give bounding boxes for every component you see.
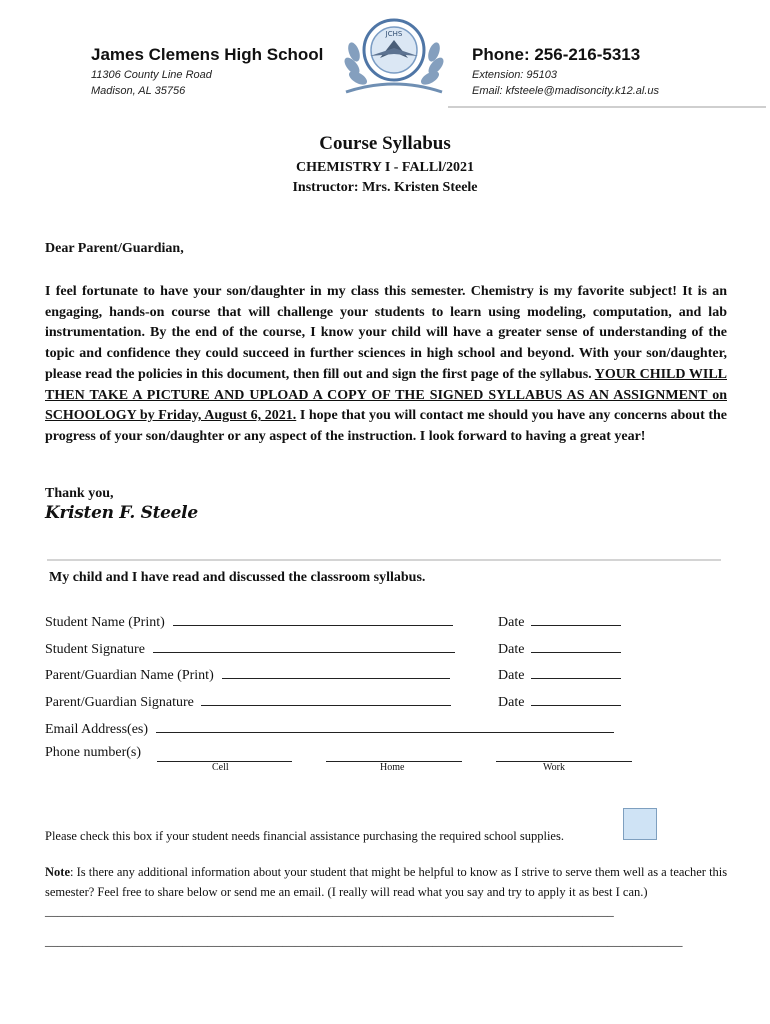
note-text: : Is there any additional information about your student that might be helpful to know as I strive to serve them well as a teacher this semester? Feel free to share below or send me an email. (I really will read what you say and try to apply it as best I can.) <box>45 865 728 899</box>
note-answer-line-1[interactable]: ___________________________________________________________________________________________ <box>45 904 614 918</box>
section-divider <box>47 559 721 561</box>
student-name-label: Student Name (Print) <box>45 615 165 630</box>
parent-signature-date-row <box>498 691 621 711</box>
student-signature-label: Student Signature <box>45 642 145 657</box>
student-name-date-field[interactable] <box>531 611 621 626</box>
parent-signature-date-field[interactable] <box>531 691 621 706</box>
header-divider <box>448 106 766 108</box>
student-signature-field[interactable] <box>153 638 455 653</box>
letter-body <box>45 282 727 448</box>
school-address-line1: 11306 County Line Road <box>91 69 212 81</box>
phone-number: Phone: 256-216-5313 <box>472 45 641 64</box>
home-label: Home <box>380 762 405 773</box>
work-label: Work <box>543 762 565 773</box>
date-label: Date <box>498 668 525 683</box>
acknowledgement-statement: My child and I have read and discussed the classroom syllabus. <box>49 570 426 585</box>
financial-assistance-checkbox[interactable] <box>623 808 657 840</box>
parent-signature-label: Parent/Guardian Signature <box>45 695 194 710</box>
parent-name-label: Parent/Guardian Name (Print) <box>45 668 214 683</box>
contact-email: Email: kfsteele@madisoncity.k12.al.us <box>472 85 660 97</box>
letter-body-intro: I feel fortunate to have your son/daughter in my class this semester. Chemistry is my favorite subject! It is an engaging, hands-on course that will challenge your students to learn using modeling, computation, and lab instrumentation. By the end of the course, I know your child will have a greater sense of understanding of the topic and confidence they could succeed in further sciences in high school and beyond. With your son/daughter, please read the policies in this document, then fill out and sign the first page of the syllabus. <box>45 284 727 382</box>
email-label: Email Address(es) <box>45 722 149 737</box>
page-title: Course Syllabus <box>319 133 451 154</box>
instructor-name: Instructor: Mrs. Kristen Steele <box>292 180 478 195</box>
school-address-line2: Madison, AL 35756 <box>91 85 186 97</box>
school-name: James Clemens High School <box>91 45 324 64</box>
phone-cell-field[interactable] <box>157 747 292 762</box>
phone-home-field[interactable] <box>326 747 462 762</box>
cell-label: Cell <box>212 762 229 773</box>
parent-name-row <box>45 664 450 684</box>
phone-row <box>45 745 141 761</box>
note-label: Note <box>45 865 70 879</box>
logo-text: JCHS <box>385 30 403 38</box>
email-field[interactable] <box>156 718 614 733</box>
date-label: Date <box>498 615 525 630</box>
letter-body-outro: I hope that you will contact me should you have any concerns about the progress of your son/daughter or any aspect of the instruction. I look forward to having a great year! <box>45 408 727 444</box>
email-row <box>45 718 614 738</box>
letter-greeting: Dear Parent/Guardian, <box>45 241 184 256</box>
student-name-date-row <box>498 611 621 631</box>
note-section <box>45 863 729 922</box>
date-label: Date <box>498 695 525 710</box>
parent-name-date-field[interactable] <box>531 664 621 679</box>
student-signature-date-field[interactable] <box>531 638 621 653</box>
financial-assistance-text: Please check this box if your student needs financial assistance purchasing the required school supplies. <box>45 829 564 843</box>
phone-work-field[interactable] <box>496 747 632 762</box>
letter-closing: Thank you, <box>45 486 114 501</box>
note-answer-line-2[interactable]: ______________________________________________________________________________________________________ <box>45 934 683 948</box>
course-name: CHEMISTRY I - FALLl/2021 <box>295 160 475 175</box>
upload-instruction: YOUR CHILD WILL THEN TAKE A PICTURE AND UPLOAD A COPY OF THE SIGNED SYLLABUS AS AN ASSIGNMENT on SCHOOLOGY by Friday, August 6, 2021. <box>45 366 727 424</box>
phone-label: Phone number(s) <box>45 745 142 760</box>
parent-name-field[interactable] <box>222 664 450 679</box>
instructor-signature: Kristen F. Steele <box>45 503 198 523</box>
date-label: Date <box>498 642 525 657</box>
parent-signature-field[interactable] <box>201 691 451 706</box>
student-name-field[interactable] <box>173 611 453 626</box>
student-name-row <box>45 611 453 631</box>
student-signature-date-row <box>498 638 621 658</box>
phone-extension: Extension: 95103 <box>472 69 558 81</box>
parent-signature-row <box>45 691 451 711</box>
parent-name-date-row <box>498 664 621 684</box>
school-logo <box>340 12 448 98</box>
student-signature-row <box>45 638 455 658</box>
